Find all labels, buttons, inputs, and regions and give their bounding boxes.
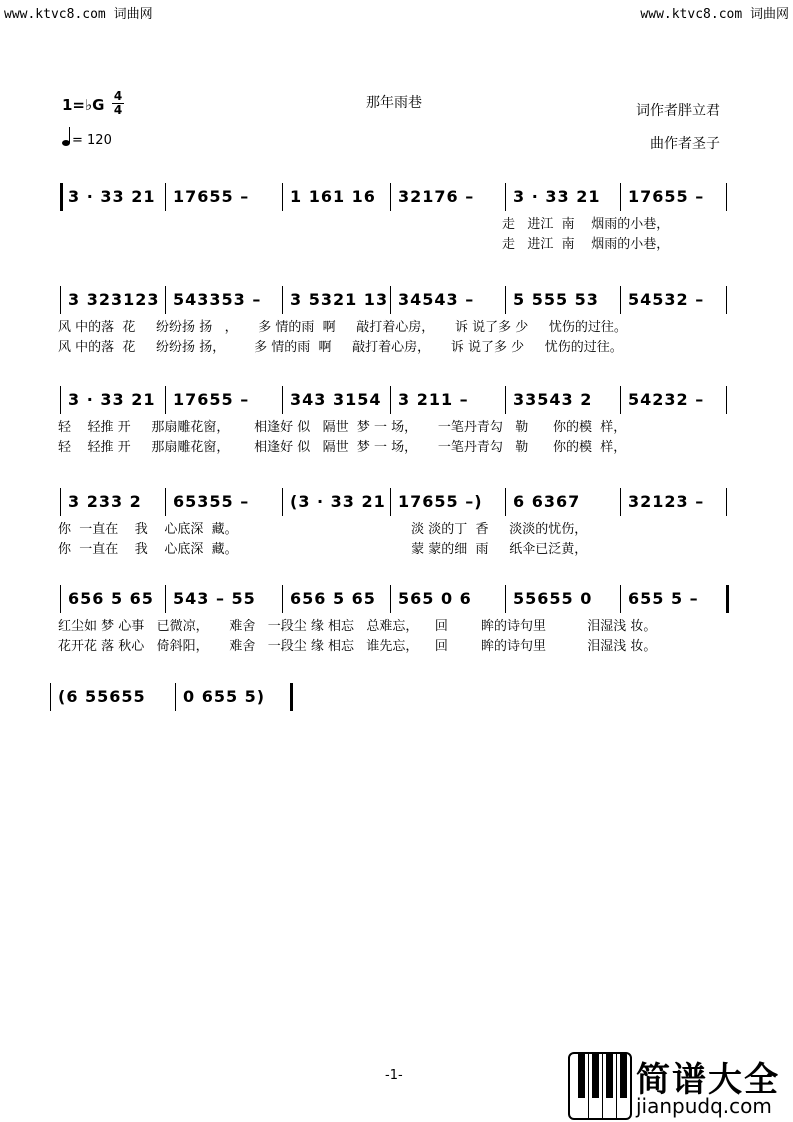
barline	[290, 683, 293, 711]
barline	[620, 183, 621, 211]
time-signature	[112, 90, 124, 117]
measure: 6 6367	[513, 492, 581, 511]
barline	[60, 386, 61, 414]
lyricist-credit: 词作者胖立君	[636, 103, 720, 119]
barline	[390, 183, 391, 211]
barline	[60, 585, 61, 613]
measure: 32176 –	[398, 187, 475, 206]
barline	[726, 386, 727, 414]
lyrics-line-2: 花开花 落 秋心 倚斜阳， 难舍 一段尘 缘 相忘 谁先忘， 回 眸的诗句里 泪湿浅 妆。	[58, 639, 657, 654]
measure: 1 161 16	[290, 187, 376, 206]
time-signature-top: 4	[113, 89, 123, 103]
header-watermark-right: www.ktvc8.com 词曲网	[640, 7, 789, 22]
lyrics-line-1: 你 一直在 我 心底深 藏。 淡 淡的丁 香 淡淡的忧伤，	[58, 522, 588, 537]
measure: 3 233 2	[68, 492, 142, 511]
measure: 34543 –	[398, 290, 475, 309]
measure: 17655 –	[173, 390, 250, 409]
barline	[282, 488, 283, 516]
barline	[60, 488, 61, 516]
barline	[165, 386, 166, 414]
barline	[390, 488, 391, 516]
measure: 3 · 33 21	[513, 187, 601, 206]
measure: 565 0 6	[398, 589, 472, 608]
barline	[726, 488, 727, 516]
measure: (3 · 33 21	[290, 492, 386, 511]
quarter-note-icon	[62, 140, 70, 146]
lyrics-line-1: 红尘如 梦 心事 已微凉， 难舍 一段尘 缘 相忘 总难忘， 回 眸的诗句里 泪湿浅 妆。	[58, 619, 657, 634]
time-signature-bottom: 4	[113, 103, 123, 117]
score-row	[50, 386, 740, 455]
measure: 33543 2	[513, 390, 593, 409]
tempo-marking	[62, 133, 112, 148]
logo-url: jianpudq.com	[636, 1094, 772, 1118]
composer-credit: 曲作者圣子	[650, 136, 720, 152]
header-watermark-left: www.ktvc8.com 词曲网	[4, 7, 153, 22]
measure: 55655 0	[513, 589, 593, 608]
measure: 3 211 –	[398, 390, 469, 409]
score-row	[50, 585, 740, 654]
measure: 54232 –	[628, 390, 705, 409]
barline	[282, 183, 283, 211]
lyrics-line-1: 风 中的落 花 纷纷扬 扬 ， 多 情的雨 啊 敲打着心房， 诉 说了多 少 忧伤的过往。	[58, 320, 627, 335]
staff-line	[50, 286, 740, 316]
key-signature: 1=♭G	[62, 96, 105, 114]
barline	[165, 585, 166, 613]
score-row	[50, 488, 740, 557]
lyrics-line-2: 你 一直在 我 心底深 藏。 蒙 蒙的细 雨 纸伞已泛黄，	[58, 542, 588, 557]
measure: 343 3154	[290, 390, 382, 409]
measure: 3 · 33 21	[68, 390, 156, 409]
measure: 543 – 55	[173, 589, 256, 608]
barline	[165, 488, 166, 516]
barline	[505, 183, 506, 211]
barline	[505, 488, 506, 516]
barline	[726, 183, 727, 211]
measure: 0 655 5)	[183, 687, 266, 706]
measure: 5 555 53	[513, 290, 599, 309]
barline	[726, 286, 727, 314]
measure: 3 323123	[68, 290, 160, 309]
staff-line	[50, 585, 740, 615]
barline	[620, 386, 621, 414]
page-number: -1-	[385, 1068, 403, 1083]
barline	[60, 183, 63, 211]
barline	[505, 585, 506, 613]
measure: 17655 –	[173, 187, 250, 206]
barline	[505, 286, 506, 314]
barline	[175, 683, 176, 711]
lyrics-line-2: 轻 轻推 开 那扇雕花窗， 相逢好 似 隔世 梦 一 场， 一笔丹青勾 勒 你的模 样，	[58, 440, 627, 455]
site-logo	[568, 1052, 792, 1122]
barline	[390, 585, 391, 613]
score-row	[50, 183, 740, 252]
measure: 3 · 33 21	[68, 187, 156, 206]
measure: 656 5 65	[68, 589, 154, 608]
measure: 655 5 –	[628, 589, 699, 608]
measure: 543353 –	[173, 290, 262, 309]
song-title: 那年雨巷	[366, 95, 422, 111]
logo-brand-text: 简谱大全	[636, 1060, 780, 1100]
measure: 17655 –)	[398, 492, 483, 511]
staff-line	[50, 183, 740, 213]
lyrics-line-1: 走 进江 南 烟雨的小巷，	[502, 217, 670, 232]
barline	[60, 286, 61, 314]
barline	[390, 286, 391, 314]
staff-line	[50, 683, 740, 713]
measure: 656 5 65	[290, 589, 376, 608]
measure: 32123 –	[628, 492, 705, 511]
barline	[620, 488, 621, 516]
measure: 54532 –	[628, 290, 705, 309]
lyrics-line-1: 轻 轻推 开 那扇雕花窗， 相逢好 似 隔世 梦 一 场， 一笔丹青勾 勒 你的模 样，	[58, 420, 627, 435]
measure: 3 5321 13	[290, 290, 389, 309]
lyrics-line-2: 走 进江 南 烟雨的小巷，	[502, 237, 670, 252]
measure: (6 55655	[58, 687, 146, 706]
barline	[390, 386, 391, 414]
barline	[282, 286, 283, 314]
measure: 65355 –	[173, 492, 250, 511]
tempo-value: = 120	[72, 133, 112, 148]
staff-line	[50, 386, 740, 416]
barline	[50, 683, 51, 711]
lyrics-line-2: 风 中的落 花 纷纷扬 扬， 多 情的雨 啊 敲打着心房， 诉 说了多 少 忧伤的过往。	[58, 340, 623, 355]
staff-line	[50, 488, 740, 518]
barline	[620, 286, 621, 314]
score-row	[50, 286, 740, 355]
barline	[505, 386, 506, 414]
barline	[620, 585, 621, 613]
barline	[282, 585, 283, 613]
barline	[282, 386, 283, 414]
measure: 17655 –	[628, 187, 705, 206]
score-row	[50, 683, 740, 713]
barline	[726, 585, 729, 613]
barline	[165, 183, 166, 211]
piano-icon	[568, 1052, 632, 1120]
barline	[165, 286, 166, 314]
